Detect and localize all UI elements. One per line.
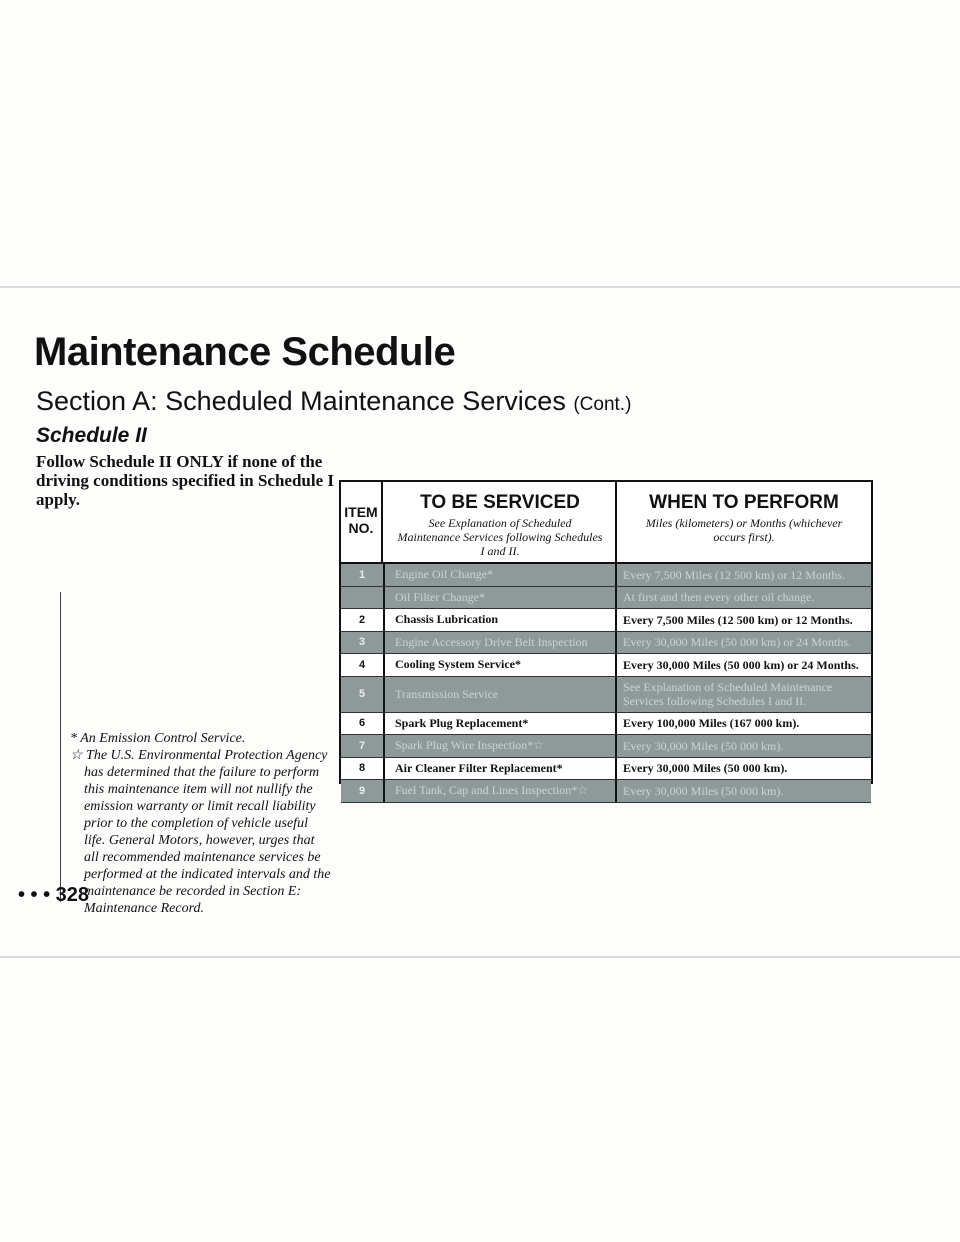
header-when <box>617 482 871 562</box>
row-service: Oil Filter Change* <box>385 587 617 609</box>
table-row <box>341 677 871 713</box>
row-when: Every 30,000 Miles (50 000 km) or 24 Months. <box>623 635 851 650</box>
margin-line <box>60 592 61 902</box>
table-row <box>341 654 871 677</box>
page-number: • • • 328 <box>18 884 90 906</box>
footnote-emission: * An Emission Control Service. <box>70 731 246 746</box>
row-when: At first and then every other oil change. <box>623 590 815 605</box>
table-row <box>341 587 871 610</box>
table-row <box>341 632 871 655</box>
row-when: Every 30,000 Miles (50 000 km) or 24 Months. <box>623 657 859 672</box>
intro-text: Follow Schedule II ONLY if none of the driving conditions specified in Schedule I apply. <box>36 452 335 509</box>
row-when: Every 30,000 Miles (50 000 km). <box>623 761 788 776</box>
header-when-title: WHEN TO PERFORM <box>649 492 839 513</box>
row-service: Air Cleaner Filter Replacement* <box>385 758 617 780</box>
schedule-heading: Schedule II <box>36 424 147 447</box>
row-item-number: 2 <box>341 609 385 631</box>
header-service-title: TO BE SERVICED <box>420 492 580 513</box>
row-item-number: 6 <box>341 713 385 735</box>
table-row <box>341 758 871 781</box>
subtitle-text: Section A: Scheduled Maintenance Services <box>36 386 566 416</box>
row-item-number: 8 <box>341 758 385 780</box>
row-item-number: 9 <box>341 780 385 802</box>
row-service: Engine Accessory Drive Belt Inspection <box>385 632 617 654</box>
table-row <box>341 564 871 587</box>
table-row <box>341 735 871 758</box>
row-service: Transmission Service <box>385 677 617 712</box>
top-rule <box>0 286 960 288</box>
bottom-rule <box>0 956 960 958</box>
row-service: Fuel Tank, Cap and Lines Inspection*☆ <box>385 780 617 802</box>
row-when: Every 100,000 Miles (167 000 km). <box>623 716 800 731</box>
table-row <box>341 780 871 803</box>
row-item-number: 5 <box>341 677 385 712</box>
header-when-note: Miles (kilometers) or Months (whichever occurs first). <box>645 516 843 544</box>
table-header <box>341 482 871 564</box>
header-service-note: See Explanation of Scheduled Maintenance Services following Schedules I and II. <box>397 516 603 558</box>
row-item-number: 3 <box>341 632 385 654</box>
footnotes <box>70 730 332 917</box>
table-body <box>341 564 871 803</box>
row-item-number: 1 <box>341 564 385 586</box>
row-service: Cooling System Service* <box>385 654 617 676</box>
page-title: Maintenance Schedule <box>34 330 456 374</box>
row-service: Engine Oil Change* <box>385 564 617 586</box>
footnote-epa: ☆ The U.S. Environmental Protection Agency has determined that the failure to perform this maintenance item will not nullify the emission warranty or limit recall liability prior to the completion of vehicle useful life. General Motors, however, urges that all recommended maintenance services be performed at the indicated intervals and the maintenance be recorded in Section E: Maintenance Record. <box>70 748 331 916</box>
maintenance-table <box>339 480 873 798</box>
row-item-number <box>341 587 385 609</box>
row-when: Every 7,500 Miles (12 500 km) or 12 Months. <box>623 612 853 627</box>
subtitle-cont: (Cont.) <box>573 394 632 415</box>
row-service: Spark Plug Wire Inspection*☆ <box>385 735 617 757</box>
row-when: Every 30,000 Miles (50 000 km). <box>623 738 784 753</box>
row-service: Chassis Lubrication <box>385 609 617 631</box>
row-item-number: 7 <box>341 735 385 757</box>
table-row <box>341 713 871 736</box>
header-service <box>385 482 617 562</box>
row-item-number: 4 <box>341 654 385 676</box>
row-when: Every 30,000 Miles (50 000 km). <box>623 783 784 798</box>
table-row <box>341 609 871 632</box>
section-subtitle <box>36 386 631 417</box>
row-when: Every 7,500 Miles (12 500 km) or 12 Months. <box>623 567 845 582</box>
row-service: Spark Plug Replacement* <box>385 713 617 735</box>
row-when: See Explanation of Scheduled Maintenance Services following Schedules I and II. <box>623 680 833 708</box>
header-item-no: ITEM NO. <box>341 482 383 562</box>
